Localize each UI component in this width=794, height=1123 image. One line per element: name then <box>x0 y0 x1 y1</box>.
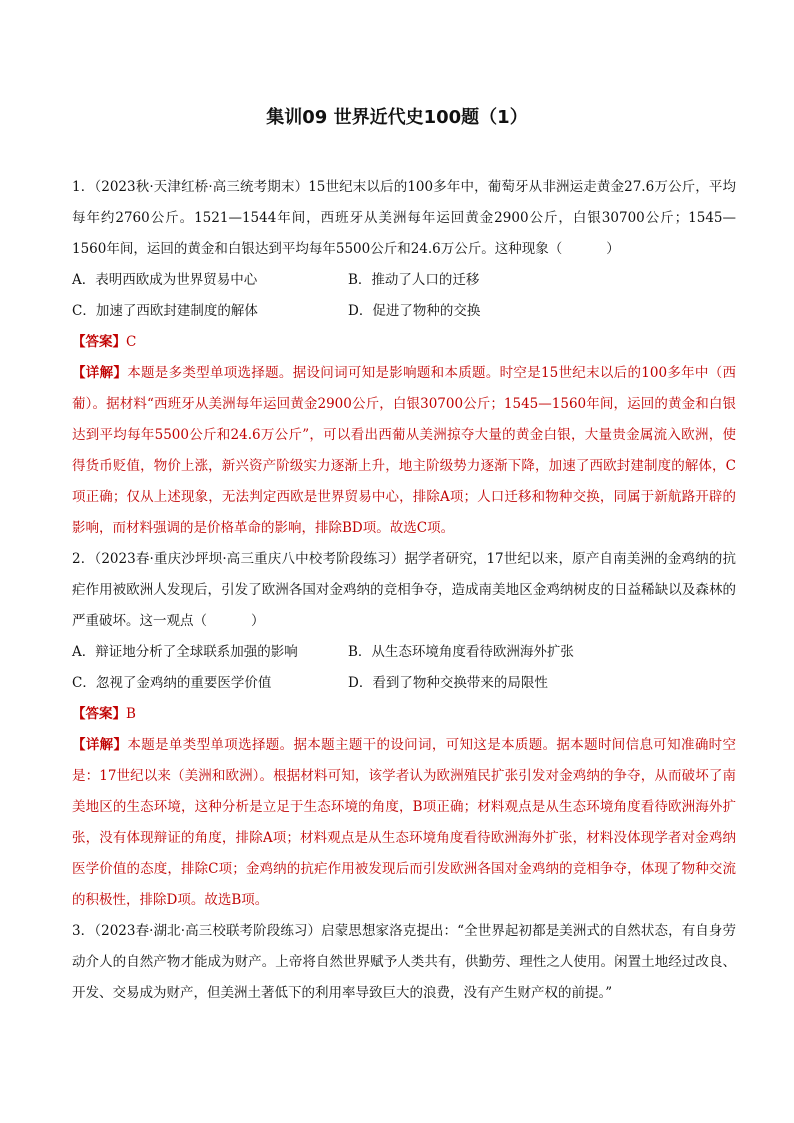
detail-label: 【详解】 <box>72 737 128 753</box>
answer-value: C <box>126 334 137 350</box>
question-list <box>72 172 736 1009</box>
page-title: 集训09 世界近代史100题（1） <box>266 107 528 128</box>
question-2-stem <box>72 544 736 637</box>
answer-label: 【答案】 <box>72 706 126 722</box>
question-1-stem <box>72 172 736 265</box>
question-2-stem-text: 2．（2023春·重庆沙坪坝·高三重庆八中校考阶段练习）据学者研究，17世纪以来，原产自南美洲的金鸡纳的抗疟作用被欧洲人发现后，引发了欧洲各国对金鸡纳的竞相争夺，造成南美地区金鸡纳树皮的日益稀缺以及森林的严重破坏。这一观点（ <box>72 551 736 629</box>
answer-label: 【答案】 <box>72 334 126 350</box>
question-1-option-d: D．促进了物种的交换 <box>348 303 481 319</box>
detail-label: 【详解】 <box>72 365 128 381</box>
question-2-option-d: D．看到了物种交换带来的局限性 <box>348 675 548 691</box>
question-2-option-a: A．辩证地分析了全球联系加强的影响 <box>72 644 298 660</box>
question-2-options-row-2 <box>72 668 736 699</box>
detail-text: 本题是单类型单项选择题。据本题主题干的设问词，可知这是本质题。据本题时间信息可知准确时空是：17世纪以来（美洲和欧洲）。根据材料可知，该学者认为欧洲殖民扩张引发对金鸡纳的争夺，从而破坏了南美地区的生态环境，这种分析是立足于生态环境的角度，B项正确；材料观点是从生态环境角度看待欧洲海外扩张，没有体现辩证的角度，排除A项；材料观点是从生态环境角度看待欧洲海外扩张，材料没体现学者对金鸡纳医学价值的态度，排除C项；金鸡纳的抗疟作用被发现后而引发欧洲各国对金鸡纳的竞相争夺，体现了物种交流的积极性，排除D项。故选B项。 <box>72 737 737 908</box>
question-1-option-a: A．表明西欧成为世界贸易中心 <box>72 272 258 288</box>
question-2-option-c: C．忽视了金鸡纳的重要医学价值 <box>72 675 272 691</box>
question-1-option-c: C．加速了西欧封建制度的解体 <box>72 303 258 319</box>
question-3-stem <box>72 916 736 1009</box>
question-2-answer <box>72 699 736 730</box>
question-2-option-b: B．从生态环境角度看待欧洲海外扩张 <box>348 644 574 660</box>
detail-text: 本题是多类型单项选择题。据设问词可知是影响题和本质题。时空是15世纪末以后的100多年中（西葡）。据材料“西班牙从美洲每年运回黄金2900公斤，白银30700公斤；1545—1560年间，运回的黄金和白银达到平均每年5500公斤和24.6万公斤”，可以看出西葡从美洲掠夺大量的黄金白银，大量贵金属流入欧洲，使得货币贬值，物价上涨，新兴资产阶级实力逐渐上升，地主阶级势力逐渐下降，加速了西欧封建制度的解体，C项正确；仅从上述现象，无法判定西欧是世界贸易中心，排除A项；人口迁移和物种交换，同属于新航路开辟的影响，而材料强调的是价格革命的影响，排除BD项。故选C项。 <box>72 365 737 536</box>
question-1-options-row-1 <box>72 265 736 296</box>
question-1-answer <box>72 327 736 358</box>
answer-value: B <box>126 706 136 722</box>
question-1-detail <box>72 358 736 544</box>
question-1-stem-end: ） <box>606 241 620 257</box>
question-1-options-row-2 <box>72 296 736 327</box>
question-2-detail <box>72 730 736 916</box>
question-1-option-b: B．推动了人口的迁移 <box>348 272 480 288</box>
question-2-stem-end: ） <box>251 613 265 629</box>
question-1-stem-text: 1．（2023秋·天津红桥·高三统考期末）15世纪末以后的100多年中，葡萄牙从非洲运走黄金27.6万公斤，平均每年约2760公斤。1521—1544年间，西班牙从美洲每年运回黄金2900公斤，白银30700公斤；1545—1560年间，运回的黄金和白银达到平均每年5500公斤和24.6万公斤。这种现象（ <box>72 179 736 257</box>
question-2-options-row-1 <box>72 637 736 668</box>
question-3-stem-text: 3．（2023春·湖北·高三校联考阶段练习）启蒙思想家洛克提出：“全世界起初都是美洲式的自然状态，有自身劳动介人的自然产物才能成为财产。上帝将自然世界赋予人类共有，供勤劳、理性之人使用。闲置土地经过改良、开发、交易成为财产，但美洲土著低下的利用率导致巨大的浪费，没有产生财产权的前提。” <box>72 923 736 1001</box>
